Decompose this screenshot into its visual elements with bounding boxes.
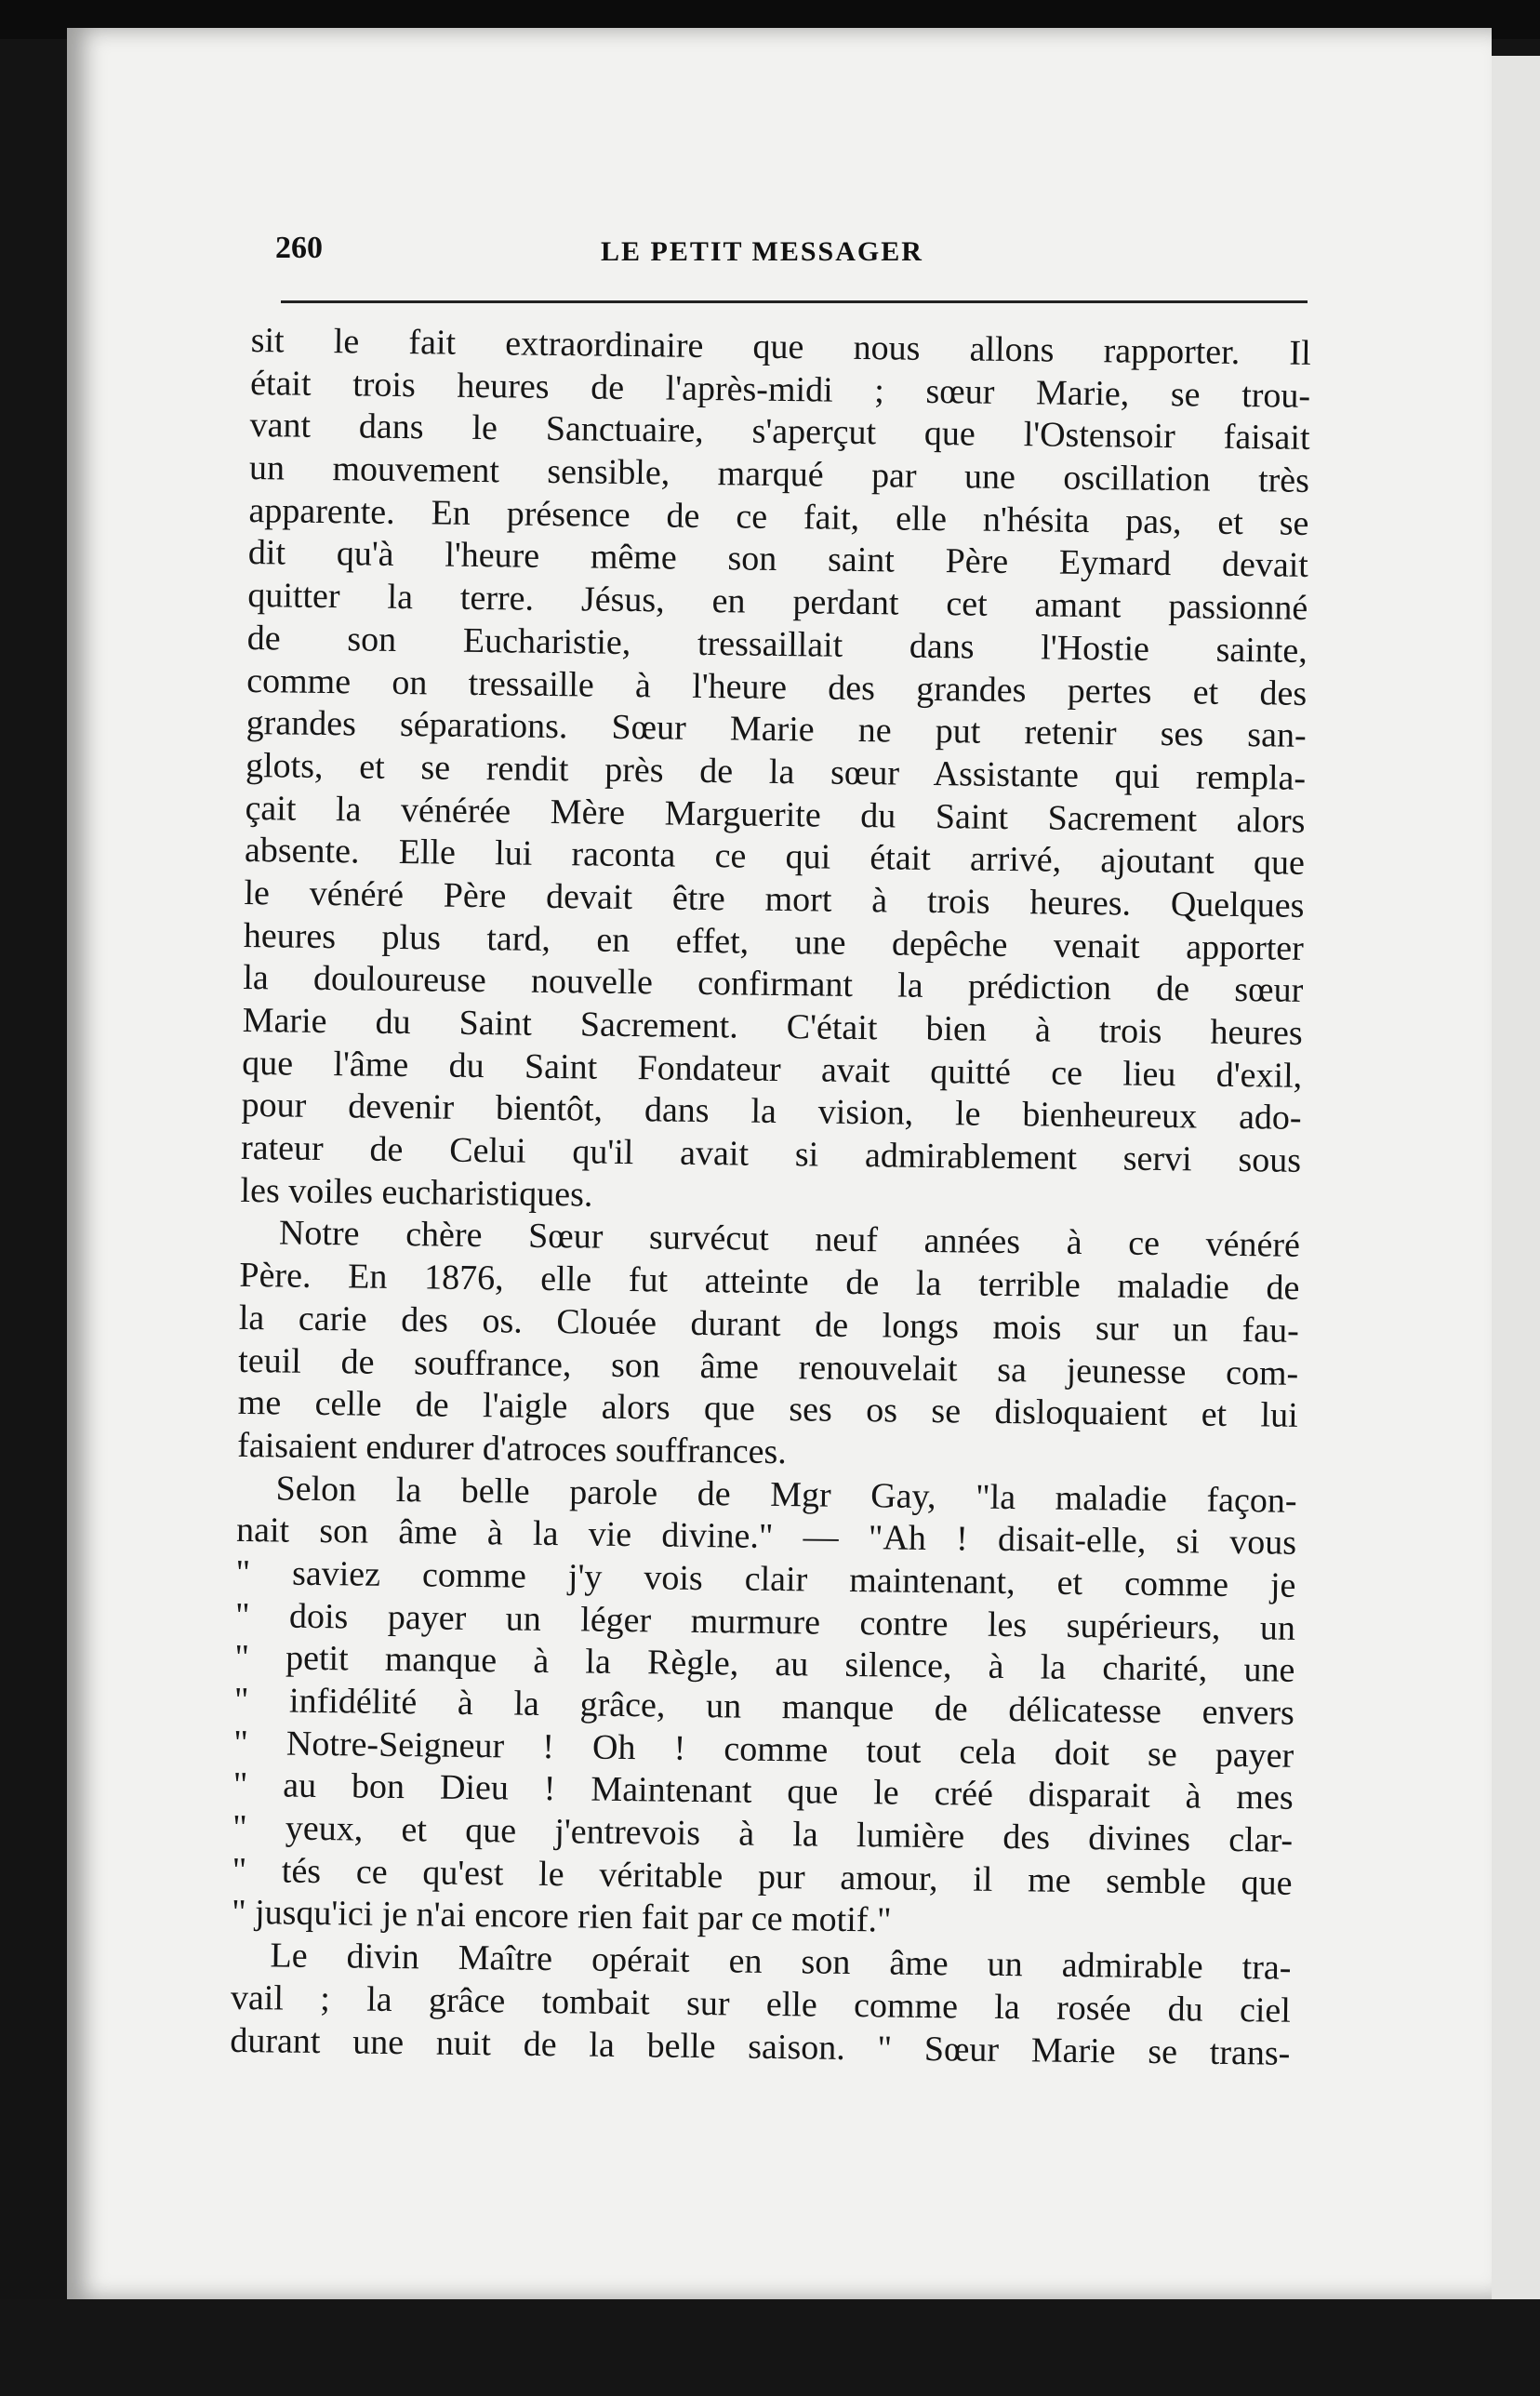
text-line: pour devenir bientôt, dans la vision, le bienheureux ado-	[241, 1085, 1302, 1138]
text-line: teuil de souffrance, son âme renouvelait sa jeunesse com-	[238, 1340, 1299, 1393]
text-line: les voiles eucharistiques.	[240, 1170, 593, 1215]
text-line: çait la vénérée Mère Marguerite du Saint Sacrement alors	[245, 788, 1306, 841]
text-line: était trois heures de l'après-midi ; sœur Marie, se trou-	[249, 363, 1311, 416]
text-line: absente. Elle lui raconta ce qui était arrivé, ajoutant que	[244, 831, 1306, 884]
text-line: que l'âme du Saint Fondateur avait quitté ce lieu d'exil,	[241, 1043, 1303, 1096]
text-line: " petit manque à la Règle, au silence, à la charité, une	[234, 1638, 1295, 1691]
header-rule	[281, 300, 1308, 303]
text-line: " tés ce qu'est le véritable pur amour, il me semble que	[232, 1850, 1293, 1903]
text-line: Marie du Saint Sacrement. C'était bien à trois heures	[242, 1000, 1303, 1053]
body-text	[230, 320, 1311, 2075]
text-line: apparente. En présence de ce fait, elle n'hésita pas, et se	[248, 490, 1309, 543]
text-line: vail ; la grâce tombait sur elle comme la rosée du ciel	[230, 1977, 1292, 2030]
page-header	[275, 231, 1308, 286]
text-line: grandes séparations. Sœur Marie ne put retenir ses san-	[246, 703, 1307, 756]
text-line: dit qu'à l'heure même son saint Père Eymard devait	[247, 533, 1309, 586]
text-line: quitter la terre. Jésus, en perdant cet amant passionné	[247, 576, 1308, 629]
text-line: Selon la belle parole de Mgr Gay, "la maladie façon-	[275, 1468, 1297, 1521]
text-line: Le divin Maître opérait en son âme un admirable tra-	[270, 1936, 1292, 1988]
text-line: " yeux, et que j'entrevois à la lumière des divines clar-	[232, 1807, 1294, 1860]
text-line: de son Eucharistie, tressaillait dans l'Hostie sainte,	[246, 618, 1308, 671]
text-line: " jusqu'ici je n'ai encore rien fait par ce motif."	[231, 1893, 892, 1940]
text-line: Notre chère Sœur survécut neuf années à ce vénéré	[278, 1213, 1301, 1266]
text-line: rateur de Celui qu'il avait si admirablement servi sous	[240, 1127, 1302, 1180]
text-line: glots, et se rendit près de la sœur Assistante qui rempla-	[245, 745, 1307, 798]
text-line: heures plus tard, en effet, une depêche venait apporter	[243, 915, 1305, 968]
text-line: la carie des os. Clouée durant de longs mois sur un fau-	[238, 1298, 1300, 1351]
text-line: " dois payer un léger murmure contre les supérieurs, un	[234, 1595, 1296, 1648]
text-line: le vénéré Père devait être mort à trois heures. Quelques	[244, 872, 1305, 925]
text-line: vant dans le Sanctuaire, s'aperçut que l'Ostensoir faisait	[249, 406, 1310, 459]
text-line: me celle de l'aigle alors que ses os se disloquaient et lui	[237, 1383, 1298, 1436]
text-line: durant une nuit de la belle saison. " Sœur Marie se trans-	[230, 2020, 1291, 2073]
text-line: Père. En 1876, elle fut atteinte de la terrible maladie de	[239, 1256, 1300, 1308]
scan-bottom-border	[0, 2299, 1540, 2396]
text-line: " saviez comme j'y vois clair maintenant, et comme je	[235, 1552, 1296, 1605]
text-line: comme on tressaille à l'heure des grandes pertes et des	[246, 660, 1308, 713]
text-line: un mouvement sensible, marqué par une oscillation très	[248, 448, 1310, 500]
text-line: " Notre-Seigneur ! Oh ! comme tout cela doit se payer	[233, 1723, 1294, 1776]
text-line: faisaient endurer d'atroces souffrances.	[236, 1425, 788, 1471]
text-line: nait son âme à la vie divine." — "Ah ! disait-elle, si vous	[235, 1511, 1297, 1564]
page-number: 260	[275, 231, 323, 265]
text-line: " infidélité à la grâce, un manque de délicatesse envers	[233, 1680, 1295, 1733]
running-title: LE PETIT MESSAGER	[601, 236, 923, 267]
text-line: sit le fait extraordinaire que nous allons rapporter. Il	[250, 320, 1311, 373]
text-line: la douloureuse nouvelle confirmant la prédiction de sœur	[243, 958, 1304, 1011]
text-line: " au bon Dieu ! Maintenant que le créé disparait à mes	[232, 1765, 1294, 1818]
